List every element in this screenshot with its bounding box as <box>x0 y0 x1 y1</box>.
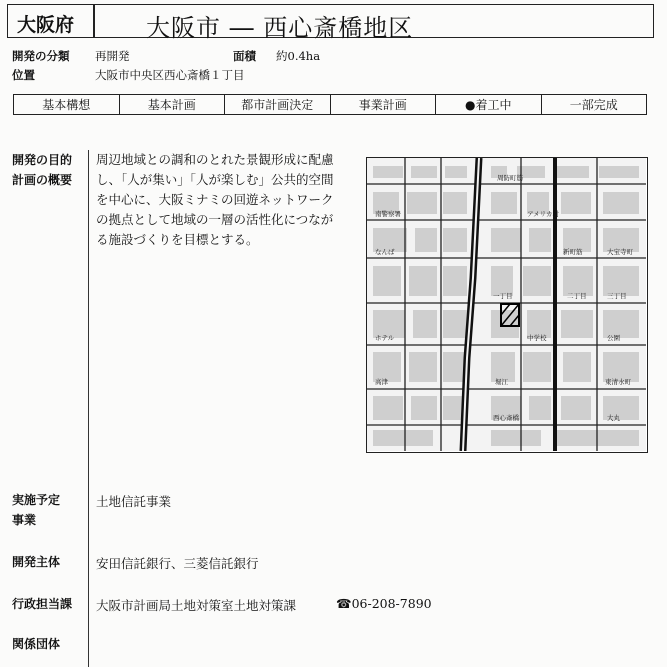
stage-project-plan: 事業計画 <box>331 95 437 114</box>
prefecture-name: 大阪府 <box>17 14 75 36</box>
project-label-line2: 事業 <box>12 513 37 527</box>
project-value: 土地信託事業 <box>96 494 172 509</box>
admin-phone: ☎06-208-7890 <box>336 596 432 611</box>
map-label: 公園 <box>607 334 620 342</box>
area-label: 面積 <box>233 49 256 63</box>
map-label: 二丁目 <box>567 292 587 300</box>
map-label: 大宝寺町 <box>607 248 633 256</box>
map-label: 堀江 <box>495 378 508 386</box>
header-box <box>7 4 654 42</box>
stage-concept: 基本構想 <box>14 95 120 114</box>
map-label: 周防町筋 <box>497 174 523 182</box>
area-value: 約0.4ha <box>276 49 321 63</box>
map-label: 西心斎橋 <box>493 414 519 422</box>
related-orgs-label: 関係団体 <box>12 637 61 651</box>
admin-department: 大阪市計画局土地対策室土地対策課 <box>96 598 297 613</box>
map-label: 南警察署 <box>375 210 401 218</box>
map-label: 新町筋 <box>563 248 583 256</box>
map-label: アメリカ村 <box>527 210 560 218</box>
map-label: 一丁目 <box>493 292 513 300</box>
map-label: 三丁目 <box>607 292 627 300</box>
overview-label: 計画の概要 <box>12 173 73 187</box>
stage-under-construction: ●着工中 <box>436 95 542 114</box>
stage-progress <box>13 94 647 115</box>
header-divider <box>93 5 95 37</box>
category-label: 開発の分類 <box>12 49 70 63</box>
label-divider <box>88 150 89 667</box>
location-label: 位置 <box>12 68 35 82</box>
district-title: 大阪市 ― 西心斎橋地区 <box>146 14 414 42</box>
location-map <box>366 157 648 453</box>
map-label: 中学校 <box>527 334 547 342</box>
purpose-label: 開発の目的 <box>12 153 73 167</box>
category-value: 再開発 <box>95 49 130 63</box>
stage-urban-plan: 都市計画決定 <box>225 95 331 114</box>
map-label: 東清水町 <box>605 378 631 386</box>
map-label: なんば <box>375 248 395 256</box>
stage-basic-plan: 基本計画 <box>120 95 226 114</box>
map-label: 高津 <box>375 378 388 386</box>
admin-label: 行政担当課 <box>12 597 73 611</box>
project-label: 実施予定 <box>12 493 61 507</box>
developer-value: 安田信託銀行、三菱信託銀行 <box>96 556 259 571</box>
street-map-image <box>367 158 646 451</box>
stage-partially-completed: 一部完成 <box>569 98 618 112</box>
map-label: ホテル <box>375 334 395 342</box>
developer-label: 開発主体 <box>12 555 61 569</box>
location-value: 大阪市中央区西心斎橋１丁目 <box>95 68 245 82</box>
purpose-description: 周辺地域との調和のとれた景観形成に配慮し、「人が集い」「人が楽しむ」公共的空間を中心に、大阪ミナミの回遊ネットワークの拠点として地域の一層の活性化につながる施設づくりを目標とする。 <box>96 152 334 247</box>
map-label: 大丸 <box>607 414 620 422</box>
